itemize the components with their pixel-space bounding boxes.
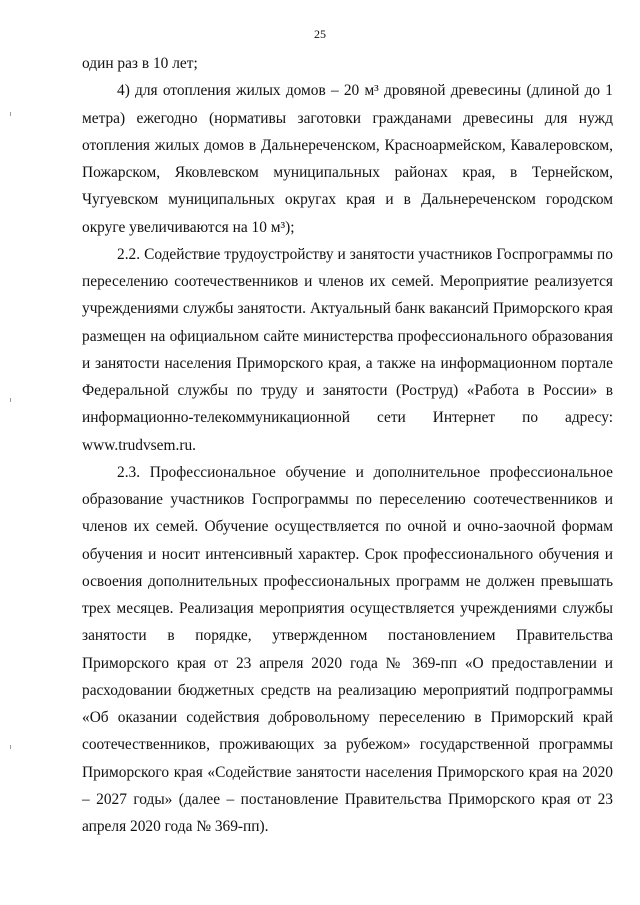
margin-mark xyxy=(10,112,11,116)
margin-mark xyxy=(10,745,11,749)
page-number: 25 xyxy=(314,27,326,41)
paragraph-continuation: один раз в 10 лет; xyxy=(82,55,198,72)
paragraph-2-2-employment: 2.2. Содействие трудоустройству и занятости участников Госпрограммы по переселению соотечественников и членов их семей. Мероприятие реализуется учреждениями службы занятости. Актуальный банк вакансий Приморского края размещен на официальном сайте министерства профессионального образования и занятости населения Приморского края, а также на информационном портале Федеральной службы по труду и занятости (Роструд) «Работа в России» в информационно-телекоммуникационной сети Интернет по адресу: www.trudvsem.ru. xyxy=(82,245,613,454)
paragraph-2-3-training: 2.3. Профессиональное обучение и дополнительное профессиональное образование участников Госпрограммы по переселению соотечественников и членов их семей. Обучение осуществляется по очной и очно-заочной формам обучения и носит интенсивный характер. Срок профессионального обучения и освоения дополнительных профессиональных программ не должен превышать трех месяцев. Реализация мероприятия осуществляется учреждениями службы занятости в порядке, утвержденном постановлением Правительства Приморского края от 23 апреля 2020 года № 369-пп «О предоставлении и расходовании бюджетных средств на реализацию мероприятий подпрограммы «Об оказании содействия добровольному переселению в Приморский край соотечественников, проживающих за рубежом» государственной программы Приморского края «Содействие занятости населения Приморского края на 2020 – 2027 годы» (далее – постановление Правительства Приморского края от 23 апреля 2020 года № 369-пп). xyxy=(82,463,613,835)
margin-mark xyxy=(10,398,11,402)
paragraph-item-4-heating: 4) для отопления жилых домов – 20 м³ дровяной древесины (длиной до 1 метра) ежегодно (нормативы заготовки гражданами древесины для нужд отопления жилых домов в Дальнереченском, Красноармейском, Кавалеровском, Пожарском, Яковлевском муниципальных районах края, в Тернейском, Чугуевском муниципальных округах края и в Дальнереченском городском округе увеличиваются на 10 м³); xyxy=(82,82,613,236)
document-body xyxy=(82,50,613,840)
